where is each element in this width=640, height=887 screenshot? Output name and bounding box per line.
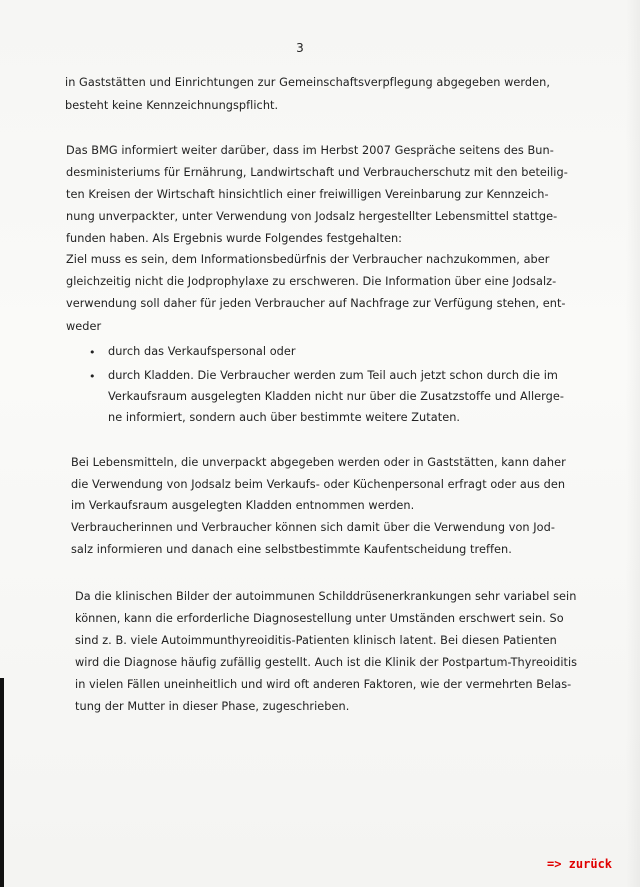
text-line: in Gaststätten und Einrichtungen zur Gemeinschaftsverpflegung abgegeben werden, [65,76,550,89]
text-line: können, kann die erforderliche Diagnosestellung unter Umständen erschwert sein. So [75,612,564,625]
text-line: besteht keine Kennzeichnungspflicht. [65,99,279,112]
text-line: ne informiert, sondern auch über bestimmte weitere Zutaten. [108,411,461,424]
text-line: durch Kladden. Die Verbraucher werden zum Teil auch jetzt schon durch die im [108,369,558,382]
text-line: weder [66,320,102,333]
text-line: verwendung soll daher für jeden Verbraucher auf Nachfrage zur Verfügung stehen, ent- [66,297,566,310]
page-number: 3 [296,41,304,55]
text-line: funden haben. Als Ergebnis wurde Folgendes festgehalten: [66,232,403,245]
text-line: wird die Diagnose häufig zufällig gestellt. Auch ist die Klinik der Postpartum-Thyreoiditis [75,656,578,669]
text-line: Verkaufsraum ausgelegten Kladden nicht nur über die Zusatzstoffe und Allerge- [108,390,564,403]
text-line: ten Kreisen der Wirtschaft hinsichtlich einer freiwilligen Vereinbarung zur Kennzeich- [66,188,549,201]
text-line: durch das Verkaufspersonal oder [108,345,296,358]
text-line: Ziel muss es sein, dem Informationsbedürfnis der Verbraucher nachzukommen, aber [66,253,550,266]
text-line: Das BMG informiert weiter darüber, dass im Herbst 2007 Gespräche seitens des Bun- [66,144,554,157]
text-line: nung unverpackter, unter Verwendung von Jodsalz hergestellter Lebensmittel stattge- [66,210,558,223]
bullet-marker: • [89,370,96,383]
scan-right-shade [626,0,640,887]
text-line: in vielen Fällen uneinheitlich und wird oft anderen Faktoren, wie der vermehrten Belas- [75,678,572,691]
text-line: Da die klinischen Bilder der autoimmunen Schilddrüsenerkrankungen sehr variabel sein [75,590,577,603]
text-line: tung der Mutter in dieser Phase, zugeschrieben. [75,700,350,713]
text-line: sind z. B. viele Autoimmunthyreoiditis-Patienten klinisch latent. Bei diesen Patienten [75,634,557,647]
text-line: Bei Lebensmitteln, die unverpackt abgegeben werden oder in Gaststätten, kann daher [71,456,566,469]
text-line: Verbraucherinnen und Verbraucher können sich damit über die Verwendung von Jod- [71,521,555,534]
text-line: die Verwendung von Jodsalz beim Verkaufs- oder Küchenpersonal erfragt oder aus den [71,478,566,491]
back-link[interactable]: => zurück [547,857,613,871]
text-line: salz informieren und danach eine selbstbestimmte Kaufentscheidung treffen. [71,543,512,556]
text-line: im Verkaufsraum ausgelegten Kladden entnommen werden. [71,499,415,512]
text-line: desministeriums für Ernährung, Landwirtschaft und Verbraucherschutz mit den beteilig- [66,166,568,179]
scan-edge-shadow [0,678,4,887]
bullet-marker: • [89,346,96,359]
text-line: gleichzeitig nicht die Jodprophylaxe zu erschweren. Die Information über eine Jodsalz- [66,275,557,288]
